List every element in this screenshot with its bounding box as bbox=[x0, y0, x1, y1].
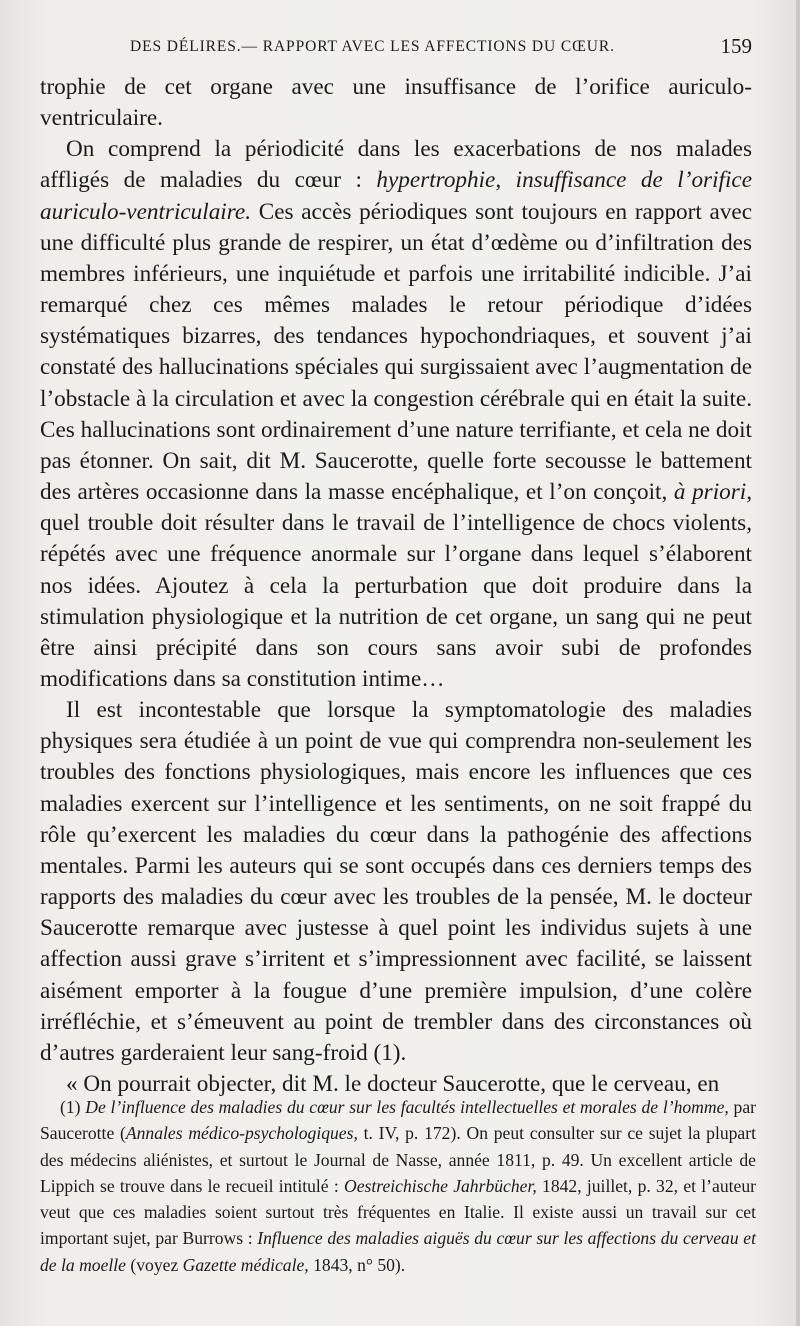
paragraph-3: Il est incontestable que lorsque la symptomatologie des maladies physiques sera étudiée à un point de vue qui comprendra non-seulement les troubles des fonctions physiologiques, mais encore les influences que ces maladies exercent sur l’intelligence et les sentiments, on ne soit frappé du rôle qu’exercent les maladies du cœur dans la pathogénie des affections mentales. Parmi les auteurs qui se sont occupés dans ces derniers temps des rapports des maladies du cœur avec les troubles de la pensée, M. le docteur Saucerotte remarque avec justesse à quel point les individus sujets à une affection aussi grave s’irritent et s’impressionnent avec facilité, se laissent aisément emporter à la fougue d’une première impulsion, d’une colère irréfléchie, et s’émeuvent au point de trembler dans des circonstances où d’autres garderaient leur sang-froid (1). bbox=[40, 697, 752, 1066]
footnote-marker: (1) bbox=[60, 1097, 86, 1117]
body-text bbox=[40, 72, 752, 1100]
paragraph-4: « On pourrait objecter, dit M. le docteur Saucerotte, que le cerveau, en bbox=[66, 1071, 720, 1097]
paragraph-2-italic: hypertrophie, insuffisance de l’orifice auriculo-ventriculaire. bbox=[40, 167, 752, 225]
running-head-title: DES DÉLIRES.— RAPPORT AVEC LES AFFECTIONS DU CŒUR. bbox=[130, 38, 615, 55]
paragraph-2-text-c: quel trouble doit résulter dans le travail de l’intelligence de chocs violents, répétés avec une fréquence anormale sur l’organe dans lequel s’élaborent nos idées. Ajoutez à cela la perturbation que doit produire dans la stimulation physiologique et la nutrition de cet organe, un sang qui ne peut être ainsi précipité dans son cours sans avoir subi de profondes modifications dans sa constitution intime… bbox=[40, 510, 752, 692]
footnote-italic-2: Annales médico-psychologiques, bbox=[125, 1123, 358, 1144]
footnote-text-4: (voyez bbox=[125, 1254, 183, 1275]
footnote-text-2: t. IV, p. 172). On peut consulter sur ce sujet la plupart des médecins aliénistes, et surtout le Journal de Nasse, année 1811, p. 49. Un excellent article de Lippich se trouve dans le recueil intitulé : bbox=[40, 1123, 756, 1196]
footnote-1 bbox=[40, 1094, 756, 1278]
paragraph-1: trophie de cet organe avec une insuffisance de l’orifice auriculo-ventriculaire. bbox=[40, 74, 752, 132]
paragraph-2 bbox=[40, 134, 752, 695]
paragraph-2-text-b: Ces accès périodiques sont toujours en rapport avec une difficulté plus grande de respirer, un état d’œdème ou d’infiltration des membres inférieurs, une inquiétude et parfois une irritabilité indicible. J’ai remarqué chez ces mêmes malades le retour périodique d’idées systématiques bizarres, des tendances hypochondriaques, et souvent j’ai constaté des hallucinations spéciales qui surgissaient avec l’augmentation de l’obstacle à la circulation et avec la congestion cérébrale qui en était la suite. Ces hallucinations sont ordinairement d’une nature terrifiante, et cela ne doit pas étonner. On sait, dit M. Saucerotte, quelle forte secousse le battement des artères occasionne dans la masse encéphalique, et l’on conçoit, bbox=[40, 198, 752, 506]
footnote-text-1: par Saucerotte ( bbox=[40, 1097, 756, 1144]
footnote-text-5: 1843, n° 50). bbox=[308, 1254, 406, 1275]
running-head bbox=[130, 36, 752, 60]
paragraph-2-italic-2: à priori, bbox=[673, 479, 752, 506]
footnote-italic-4: Influence des maladies aiguës du cœur sur les affections du cerveau et de la moelle bbox=[40, 1228, 756, 1275]
paragraph-2-text-a: On comprend la périodicité dans les exacerbations de nos malades affligés de maladies du cœur : bbox=[40, 136, 752, 194]
page-edge-shadow bbox=[796, 0, 800, 1326]
footnote-italic-3: Oestreichische Jahrbücher, bbox=[344, 1175, 537, 1196]
footnote-italic-1: De l’influence des maladies du cœur sur les facultés intellectuelles et morales de l’homme, bbox=[85, 1097, 729, 1117]
page-number: 159 bbox=[720, 34, 752, 58]
footnotes bbox=[40, 1094, 756, 1278]
footnote-text-3: 1842, juillet, p. 32, et l’auteur veut que ces maladies soient surtout très fréquentes en Italie. Il existe aussi un travail sur cet important sujet, par Burrows : bbox=[40, 1175, 756, 1249]
footnote-italic-5: Gazette médicale, bbox=[182, 1254, 309, 1275]
